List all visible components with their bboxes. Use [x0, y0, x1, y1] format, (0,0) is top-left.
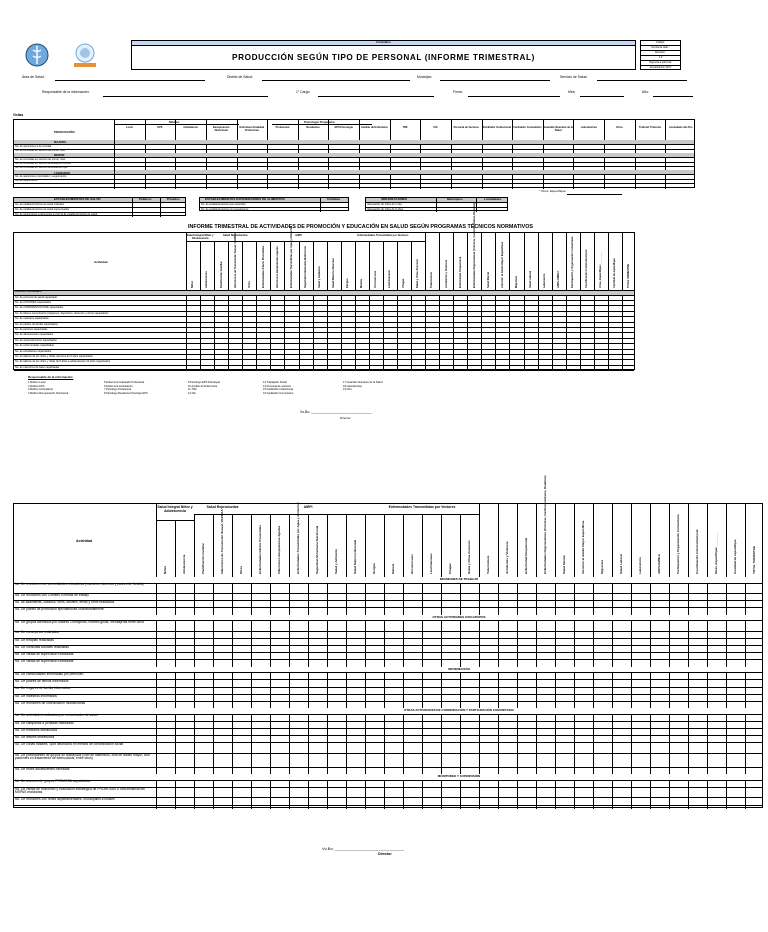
page2-row-label: No. De reuniones con redes departamentales, municipales a locales: [15, 797, 115, 802]
page2-row-label: No. de asambleas, cabildos, foros, desfiles, ferias y otros realizados: [15, 600, 115, 604]
capacitacion-row-label: No. de actores/técnicos capacitados: [15, 338, 57, 342]
col-divider: [425, 233, 426, 371]
page2-column-header: Participación y Organización Comunitaria: [675, 514, 680, 574]
responsable-item: 9 Psicólogo EPS Psicología: [188, 381, 221, 384]
establishments-row: No. de establecimientos de salud supervisados: [15, 208, 70, 211]
col-divider: [707, 504, 708, 809]
page-title: PRODUCCIÓN SEGÚN TIPO DE PERSONAL (INFORME TRIMESTRAL): [232, 53, 535, 62]
col-divider: [612, 504, 613, 809]
col-divider: [594, 233, 595, 371]
page2-column-header: Leishmaniasis: [428, 553, 433, 574]
col-divider: [574, 504, 575, 809]
responsable-item: 6 Enfermera Ambulatorio: [104, 384, 133, 388]
row-divider: [14, 805, 762, 806]
page2-row-label: No. De reuniones de coordinación multisectorial: [15, 700, 86, 705]
field-anio: Año:: [642, 90, 649, 94]
col-divider: [270, 514, 271, 809]
page2-table: [13, 475, 763, 808]
informe-group-header: Enfermedades Transmitidas por Vectores: [357, 233, 409, 237]
production-band-label: MENOR: [54, 153, 65, 158]
informe-column-header: Salud Materno Neonatal: [332, 258, 336, 288]
capacitacion-row-label: No. de talleres de los niños y niñas de 5 años a adolescentes 13 años capacitados: [15, 360, 111, 364]
informe-column-header: Enfermedades Infecto Prevenibles: [261, 245, 265, 288]
production-column-header: Auxiliar de Enfermería: [361, 126, 388, 129]
page2-column-header: TOTAL TRIMESTRE: [751, 546, 756, 574]
page2-row-label: No. De consejerías realizadas: [15, 630, 59, 635]
capacitaciones-label: CAPACITACIONES: [15, 289, 42, 294]
page2-column-header: Malaria: [390, 563, 395, 574]
responsable-item: 14 Personal de vectores: [263, 384, 291, 388]
capacitacion-row-label: No. de padres de familia capacitados: [15, 322, 58, 326]
page2-row-label: No. De maestros informados: [15, 693, 57, 698]
page2-column-header: Seguridad Alimentaria Nutricional: [314, 525, 319, 574]
col-divider: [495, 233, 496, 371]
col-divider: [175, 520, 176, 809]
page2-row-label: No. De reuniones con Comités o mesas de trabajo: [15, 592, 89, 597]
col-divider: [453, 233, 454, 371]
informe-column-header: Niñez: [191, 281, 195, 288]
page2-column-header: Enfermedad Ocupacional: [523, 537, 528, 574]
production-column-header: Personal de Vectores: [453, 126, 479, 129]
production-column-header: Acumulado del Año: [668, 126, 693, 129]
production-row-header: PRODUCCIÓN: [54, 130, 75, 134]
first-col-divider: [114, 120, 115, 189]
informe-column-header: Tuberculosis: [430, 272, 434, 288]
page2-row-label: No. De consultas sociales realizadas: [15, 644, 69, 649]
col-divider: [631, 504, 632, 809]
informe-column-header: Adolescencia: [205, 271, 209, 288]
capacitacion-row-label: No. de personal de salud capacitado: [15, 295, 58, 299]
col-divider: [498, 504, 499, 809]
vobo-line-2: Vo.Bo. _______________________________: [322, 846, 404, 851]
header-meta-box: [640, 40, 681, 70]
page2-row-label: No. De grupos atendidos por Madres Consejeras, madres guías, mensajeras entre otros: [15, 619, 145, 624]
informe-column-header: Otras, Especifique: ________: [599, 252, 603, 288]
program-logo: [70, 41, 100, 69]
director-label-2: Director: [378, 852, 392, 856]
responsable-item: 19 Otro: [343, 388, 352, 392]
col-divider: [524, 233, 525, 371]
page2-column-header: Otros: [238, 565, 243, 574]
responsable-item: 4 Médico Recuperación Nutricional: [28, 391, 69, 395]
group-medico: Médico: [169, 119, 180, 124]
page2-column-header: Adolescencia: [181, 554, 186, 574]
inmunizaciones-row: Vacunación de niños de 1 año: [367, 203, 402, 206]
production-band: [14, 170, 694, 175]
establishments-row: No. de establecimientos de salud visitados: [15, 203, 65, 206]
col-divider: [422, 514, 423, 809]
page2-column-header: Migrantes: [599, 559, 604, 574]
informe-column-header: TOTAL TRIMESTRE: [627, 263, 631, 288]
col-divider: [327, 514, 328, 809]
production-row-label: No. de consultas en servicio de primer nivel: [15, 149, 66, 153]
meta-vigencia: Vigencia a partir de:: [641, 61, 680, 66]
responsable-item: 5 Enfermera Graduada Profesional: [104, 381, 145, 384]
informe-column-header: Chagas: [402, 278, 406, 288]
page2-row-label: No. De terapias realizadas: [15, 637, 54, 642]
establishments-table: [13, 197, 186, 216]
col-divider: [308, 514, 309, 809]
page2-column-header: Niñez: [162, 565, 167, 574]
establishments-col1: Públicos: [139, 197, 152, 202]
col-divider: [346, 514, 347, 809]
row-divider: [14, 370, 634, 371]
col-divider: [552, 233, 553, 371]
col-divider: [194, 514, 195, 809]
informe-column-header: Salud Mental: [486, 272, 490, 288]
informe-column-header: ANPV-OMNI-C: [557, 270, 561, 288]
production-column-header: Residentes: [306, 126, 320, 129]
informe-column-header: Enfermedades Transmitidas por Agua y Alimentos: [289, 226, 293, 288]
col-divider: [509, 233, 510, 371]
col-divider: [555, 504, 556, 809]
col-divider: [669, 504, 670, 809]
page2-column-header: Enfermedades Transmitidas por Agua y Alimentos: [295, 502, 300, 574]
col-divider: [536, 504, 537, 809]
inmunizaciones-col1: Municipios: [447, 197, 463, 202]
food-row: No. de establecimientos que expenden: [201, 203, 246, 206]
col-divider: [441, 514, 442, 809]
col-divider: [213, 514, 214, 809]
capacitacion-row-label: No. de estudiantes capacitados: [15, 349, 52, 353]
inmunizaciones-row: Vacunación de niños de 5 años: [367, 208, 404, 211]
col-divider: [232, 514, 233, 809]
col-divider: [726, 504, 727, 809]
page2-column-header: Tuberculosis: [485, 555, 490, 574]
col-divider: [251, 514, 252, 809]
page2-row-label: No. De padres de familia informados: [15, 679, 69, 684]
establishments-col2: Privados: [167, 197, 180, 202]
production-column-header: Recuperación Nutricional: [212, 126, 230, 132]
responsables-title: Responsable de la información:: [28, 375, 74, 379]
col-divider: [403, 514, 404, 809]
capacitacion-row-label: No. de líderes comunitarios (religiosos, deportivos, docentes y otros) capacitados: [15, 311, 109, 315]
informe-column-header: Planificación Familiar: [219, 261, 223, 288]
establishments-label: ESTABLECIMIENTOS DE SALUD: [54, 197, 101, 202]
page2-column-header: Oncocercosis: [409, 554, 414, 574]
informe-column-header: Rabia y Otras Zoonosis: [416, 259, 420, 288]
food-col1: Cantidad: [327, 197, 340, 202]
page2-column-header: Salud Laboral: [618, 554, 623, 574]
group-psicologo: Psicólogo/ Psiquiatra: [304, 119, 335, 124]
field-firma: Firma:: [453, 90, 463, 94]
meta-date: Fecha de elab.:: [641, 46, 680, 51]
col-divider: [365, 514, 366, 809]
informe-column-header: Leishmaniasis: [388, 270, 392, 288]
responsable-item: 17 Guardián Itinerante de la Salud: [343, 381, 383, 384]
field-municipio: Municipio:: [417, 75, 433, 79]
production-note: * Otros, Especifique:: [539, 189, 567, 193]
page2-column-header: Infecciones de Transmisión Sexual, VIH/SIDA: [219, 509, 224, 574]
page2-section-label: OTRAS ACTIVIDADES DE COORDINACIÓN Y PARTICIPACIÓN COMUNITARIA: [404, 708, 514, 713]
production-section-label: Visitas: [13, 113, 24, 117]
col-divider: [467, 233, 468, 371]
responsable-item: 18 Laboratorista: [343, 384, 362, 388]
page2-row-label: No. De campañas a jornadas realizadas: [15, 720, 74, 725]
production-column-header: Ambulatorio: [183, 126, 198, 129]
field-area: Área de Salud:: [22, 75, 45, 79]
capacitacion-row-label: No. de talleres de los niños y niñas menores de 5 años capacitados: [15, 354, 93, 358]
meta-revision-value: 1.0: [641, 56, 680, 61]
page2-column-header: Chagas: [447, 563, 452, 574]
page2-group-header: Salud Reproductiva: [206, 505, 239, 509]
establishments-row: No. de seguimiento a denuncias en forma de establecimientos de salud: [15, 213, 98, 216]
field-mes: Mes:: [568, 90, 576, 94]
informe-column-header: Dengue: [346, 278, 350, 288]
col-divider: [650, 504, 651, 809]
informe-column-header: Cantidad de especifique: [613, 258, 617, 288]
page2-row-label: No. De reuniones con comunidades educativas (maestros, alumnos y padres de familia): [15, 582, 144, 587]
page2-column-header: Salud y Ambiente: [333, 548, 338, 574]
col-divider: [608, 233, 609, 371]
page2-section-label: REUNIONES DE TRABAJO: [439, 577, 479, 582]
page2-column-header: Dengue: [371, 562, 376, 574]
informe-column-header: Infecciones de Transmisión Sexual, VIH/SIDA: [233, 232, 237, 288]
informe-column-header: Infecciones Respiratorias Agudas: [275, 246, 279, 288]
responsable-item: 2 Médico EPS: [28, 384, 45, 388]
page2-column-header: Laboratorio: [637, 557, 642, 574]
col-divider: [460, 514, 461, 809]
inmunizaciones-col2: Localidades: [484, 197, 502, 202]
page2-row-label: No. De visitas de supervisión realizadas: [15, 659, 74, 664]
col-divider: [289, 514, 290, 809]
field-cargo: 1° Cargo:: [296, 90, 311, 94]
page2-row-label: No. De visitas de supervisión realizadas: [15, 652, 74, 656]
page2-column-header: Salud Mental: [561, 555, 566, 574]
informe-column-header: Salud Laboral: [528, 270, 532, 288]
informe-column-header: Otros: [247, 281, 251, 288]
first-col-divider: [156, 504, 157, 809]
production-column-header: Guardián Itinerante de la Salud: [543, 126, 573, 132]
header-band: [131, 40, 636, 70]
page2-row-label: No. De planes de promoción ejecutándose coordinadamente: [15, 607, 104, 612]
header-band-label: Formulario: [376, 40, 391, 45]
informe-column-header: Oncocercosis: [374, 270, 378, 288]
production-column-header: Enfermera Graduada Profesional: [239, 126, 265, 132]
capacitacion-row-label: No. de miembros de base capacitadas: [15, 365, 60, 369]
informe-column-header: Salud y Ambiente: [317, 266, 321, 288]
col-divider: [517, 504, 518, 809]
page2-column-header: Otras, Especifique: ________: [713, 532, 718, 574]
meta-code: Código:: [641, 41, 680, 46]
page2-row-label: No. De visitas de monitoreo y evaluación estratégica de PROMOSAS u otra instancia del MSPAS realizadas: [15, 786, 145, 795]
col-divider: [538, 233, 539, 371]
production-row-label: No. de seguimiento: [15, 179, 38, 183]
ministry-logo: [24, 41, 50, 69]
page2-row-label: No. De alumnos de grupos PROMOSA capacitados: [15, 779, 91, 784]
responsable-item: 16 Facilitador Comunitario: [263, 391, 294, 395]
informe-column-header: Enfermedad Ocupacional: [458, 256, 462, 288]
col-divider: [384, 514, 385, 809]
field-distrito: Distrito de Salud:: [227, 75, 253, 79]
informe-column-header: Laboratorio: [542, 273, 546, 288]
col-divider: [479, 504, 480, 809]
capacitacion-row-label: No. de adolescentes capacitados: [15, 333, 54, 337]
page2-column-header: Enfermedades Infecto Prevenibles: [257, 524, 262, 574]
responsable-item: 12 ISA: [188, 391, 196, 395]
informe-row-header: Actividad: [94, 260, 108, 264]
informe-group-header: AIEPI: [295, 233, 302, 237]
responsable-item: 3 Médico Ambulatorio: [28, 388, 53, 392]
responsable-item: 15 Facilitador Institucional: [263, 388, 293, 392]
page2-row-label: No. De redes adolescentes formadas: [15, 766, 70, 771]
production-band-label: MAJORS: [54, 140, 66, 145]
page2-group-header: AIEPI: [303, 505, 313, 509]
page2-column-header: Cantidad de especifique: [732, 539, 737, 574]
col-divider: [688, 504, 689, 809]
page2-column-header: Rabia y Otras Zoonosis: [466, 540, 471, 574]
responsable-item: 7 Psicólogo Profesional: [104, 388, 132, 392]
production-column-header: TSR: [402, 126, 408, 129]
production-column-header: Facilitador Institucional: [482, 126, 511, 129]
production-column-header: ISA: [433, 126, 438, 129]
page2-column-header: ANPV-OMNI-C: [656, 553, 661, 574]
informe-column-header: Coordinación Interinstitucional: [585, 249, 589, 288]
production-row-label: No. de consultas en servicio ambulatorio Ope: [15, 166, 68, 170]
responsable-item: 10 Auxiliar de Enfermería: [188, 384, 218, 388]
page2-section-label: OTRAS ACTIVIDADES CON GRUPOS: [432, 614, 486, 619]
field-responsable: Responsable de la información:: [42, 90, 90, 94]
col-divider: [593, 504, 594, 809]
informe-column-header: Migrantes: [514, 275, 518, 288]
page2-column-header: Atención al Adulto Mayor Específicas: [580, 520, 585, 574]
food-row: No. de establecimientos con seguimiento: [201, 208, 249, 211]
capacitacion-row-label: No. de COMUDES/COCODE capacitados: [15, 306, 64, 310]
informe-title: INFORME TRIMESTRAL DE ACTIVIDADES DE PROMOCIÓN Y EDUCACIÓN EN SALUD SEGÚN PROGRAMAS TÉCNICOS NORMATIVOS: [187, 224, 534, 230]
production-row-label: No. de atenciones controlador y seguimiento: [15, 175, 67, 178]
page2-section-label: INFORMACIÓN: [448, 666, 470, 671]
informe-column-header: Seguridad Alimentaria Nutricional: [303, 246, 307, 288]
food-table: [199, 197, 349, 211]
inmunizaciones-table: [365, 197, 508, 211]
production-column-header: Total del Trimestre: [639, 126, 662, 129]
page2-row-label: No. De hogares de familia informados: [15, 686, 71, 691]
production-column-header: Local: [126, 126, 133, 129]
production-band-label: LOGRADOS: [54, 170, 71, 175]
responsable-item: 8 Psicólogo Residente Psicólogo EPS: [104, 391, 148, 395]
production-row-label: No. de consultas en servicio de primer nivel: [15, 157, 66, 161]
responsable-item: 11 TSR: [188, 388, 197, 392]
col-divider: [439, 233, 440, 371]
page2-column-header: Infecciones Respiratorias Agudas: [276, 525, 281, 574]
first-col-divider: [186, 233, 187, 371]
page2-row-header: Actividad: [76, 539, 93, 543]
informe-column-header: Enfermedades Degenerativas (Crónicas, Cardiovasculares, Diabetes): [472, 202, 476, 288]
production-column-header: EPS Psicología: [334, 126, 353, 129]
page2-row-label: No. De afiches distribuidos: [15, 735, 55, 739]
production-row-label: No. de consultas en servicio ambulatorio Control: [15, 162, 71, 166]
production-table: [13, 119, 695, 188]
col-divider: [745, 504, 746, 809]
meta-revision: Revisión:: [641, 51, 680, 56]
informe-column-header: Malaria: [360, 279, 364, 288]
page2-column-header: Planificación Familiar: [200, 543, 205, 574]
field-servicio: Servicio de Salud:: [560, 75, 588, 79]
inmunizaciones-label: INMUNIZACIONES: [381, 197, 408, 202]
informe-group-header: Salud Reproductiva: [223, 233, 248, 237]
capacitacion-row-label: No. de enfermeradas capacitadas: [15, 344, 54, 348]
page2-section-label: MONITOREO Y SUPERVISIÓN: [437, 774, 481, 779]
page2-column-header: Coordinación Interinstitucional: [694, 529, 699, 574]
page2-row-label: No. De actividades realizadas por comunicador de salud: [15, 713, 98, 718]
responsable-item: 13 Trabajador Social: [263, 381, 287, 384]
col-divider: [622, 233, 623, 371]
page2-row-label: No. De cuñas radiales, Spot difundidos en medios de comunicación social: [15, 742, 124, 747]
production-band: [14, 153, 694, 158]
page2-row-label: No. De participantes de grupos de autoayuda (club de diabéticos, club de adulto mayor, club pacientes en tratamiento de tuberculosis, entre otros): [15, 752, 150, 761]
production-column-header: Otros: [616, 126, 623, 129]
responsable-item: 1 Médico Local: [28, 381, 46, 384]
production-band: [14, 140, 694, 145]
director-label-1: Director: [340, 416, 351, 420]
production-column-header: EPS: [157, 126, 163, 129]
col-divider: [580, 233, 581, 371]
food-label: ESTABLECIMIENTOS EXPENDEDORES DE ALIMENTOS: [205, 197, 285, 202]
page2-row-label: No. De comunidades informadas por perifoneo: [15, 671, 84, 676]
vobo-line-1: Vo.Bo. _______________________________: [300, 410, 372, 414]
production-column-header: Profesional: [275, 126, 290, 129]
page2-group-header: Enfermedades Transmitidas por Vectores: [388, 505, 456, 509]
row-divider: [14, 183, 694, 184]
col-divider: [481, 233, 482, 371]
informe-column-header: Atención al Adulto Mayor Específicas: [500, 241, 504, 288]
page2-group-header: Salud Integral Niñez y Adolescencia: [157, 505, 193, 513]
capacitacion-row-label: No. de parteras capacitadas: [15, 327, 48, 331]
meta-update: Actualización 2017: [649, 66, 672, 69]
production-column-header: Laboratorista: [580, 126, 597, 129]
informe-column-header: Participación y Organización Comunitaria: [571, 236, 575, 288]
production-row-label: No. de atenciones a la consulta: [15, 144, 52, 148]
page2-column-header: Salud Materno Neonatal: [352, 539, 357, 574]
informe-column-header: Accidentes y Violencia: [444, 259, 448, 288]
page2-column-header: Accidentes y Violencia: [504, 541, 509, 574]
page2-column-header: Enfermedades Degenerativas (Crónicas, Cardiovasculares, Diabetes): [542, 475, 547, 574]
informe-group-header: Salud Integral Niñez y Adolescencia: [186, 233, 214, 240]
capacitacion-row-label: No. de maestros capacitados: [15, 317, 49, 321]
capacitacion-row-label: No. de COCODES capacitados: [15, 300, 52, 304]
page2-row-label: No. De trifoliares distribuidos: [15, 727, 58, 732]
production-column-header: Facilitador Comunitario: [513, 126, 542, 129]
col-divider: [566, 233, 567, 371]
